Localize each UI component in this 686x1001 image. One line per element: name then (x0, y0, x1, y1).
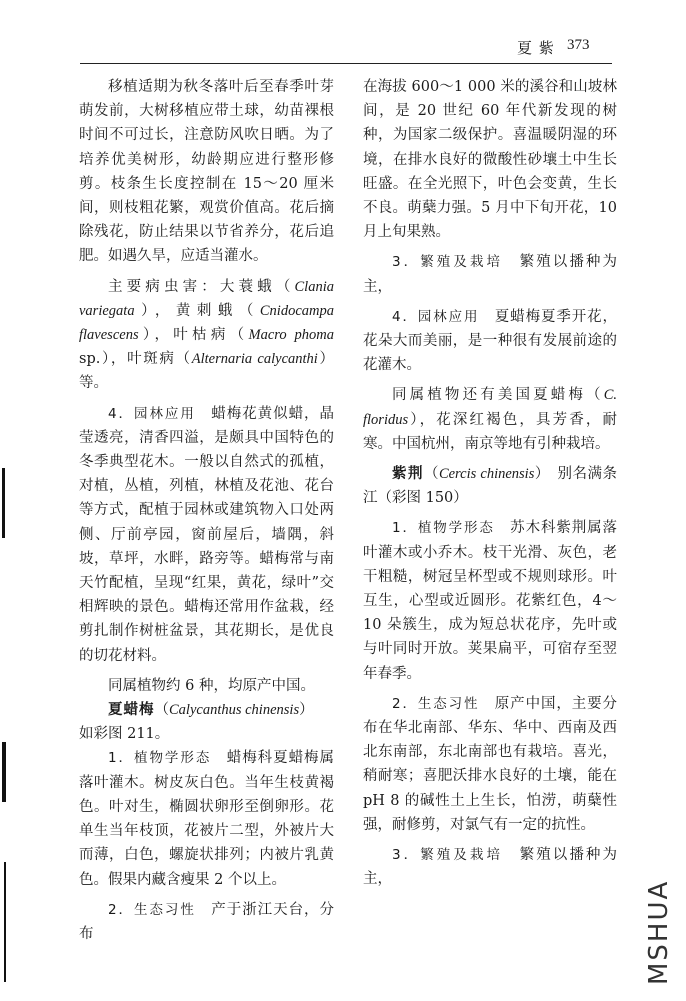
latin-name: Cnidocampa flavescens (79, 302, 334, 344)
paragraph: 同属植物约 6 种，均原产中国。 (108, 677, 315, 694)
paragraph: 在海拔 600～1 000 米的溪谷和山坡林间，是 20 世纪 60 年代新发现的树种，为国家二级保护。喜温暖阴湿的环境，在排水良好的微酸性砂壤土中生长旺盛。在全光照下，叶色会变黄，生长不良。萌蘖力强。5 月中下旬开花，10 月上旬果熟。 (363, 79, 617, 241)
section-heading: 1．植物学形态 (108, 750, 212, 767)
text-run: sp.），叶斑病（ (79, 351, 192, 368)
section-body: 繁殖以播种为主， (363, 254, 617, 295)
text-run: （ (154, 702, 169, 719)
section-morphology (79, 746, 334, 891)
right-column (363, 75, 617, 892)
alias-text: 别名满条江（彩图 150） (363, 466, 618, 507)
section-heading: 3．繁殖及栽培 (392, 254, 504, 271)
text-run: ），花深红褐色，具芳香，耐寒。中国杭州，南京等地有引种栽培。 (363, 411, 617, 452)
running-header: 夏 紫 (517, 39, 555, 57)
text-run: ）等。 (79, 351, 335, 392)
latin-name: Clania variegata (79, 278, 334, 319)
entry-name: 紫荆 (392, 466, 424, 483)
latin-name: C. floridus (363, 387, 617, 428)
section-ecology (79, 898, 334, 946)
text-run: ），叶枯病（ (138, 327, 249, 344)
text-run: ） (299, 702, 314, 719)
section-body: 蜡梅花黄似蜡，晶莹透亮，清香四溢，是颇具中国特色的冬季典型花木。一般以自然式的孤植，对植，丛植，列植，林植及花池、花台等方式，配植于园林或建筑物入口处两侧、厅前亭园，窗前屋后，墙隅，斜坡，草坪，水畔，路旁等。蜡梅常与南天竹配植，呈现“红果，黄花，绿叶”交相辉映的景色。蜡梅还常用作盆栽，经剪扎制作树桩盆景，其花期长，是优良的切花材料。 (79, 405, 335, 664)
latin-name: Calycanthus chinensis (169, 702, 300, 719)
text-run: ） (534, 466, 543, 483)
section-body: 苏木科紫荆属落叶灌木或小乔木。枝干光滑、灰色，老干粗糙，树冠呈杯型或不规则球形。叶互生，心型或近圆形。花紫红色，4～10 朵簇生，成为短总状花序，先叶或与叶同时开放。荚果扁平，可宿存至翌年春季。 (363, 520, 617, 682)
header-rule (80, 63, 612, 64)
watermark: MSHUA (644, 879, 674, 985)
section-propagation (363, 250, 617, 298)
section-body: 产于浙江天台，分布 (79, 901, 335, 942)
text-run: 同属植物还有美国夏蜡梅（ (392, 387, 604, 404)
section-ecology (363, 692, 617, 837)
section-heading: 4．园林应用 (392, 308, 480, 325)
scan-edge-mark (2, 468, 5, 538)
section-morphology (363, 516, 617, 685)
text-run: ），黄刺蛾（ (134, 302, 260, 319)
section-heading: 4．园林应用 (108, 405, 196, 422)
latin-name: Alternaria calycanthi (191, 351, 318, 368)
section-garden-use (79, 402, 334, 668)
section-heading: 3．繁殖及栽培 (392, 847, 504, 864)
text-run: （ (423, 466, 439, 483)
section-garden-use (363, 305, 617, 378)
section-heading: 2．生态习性 (392, 695, 480, 712)
same-genus-paragraph (363, 383, 617, 456)
text-run: 主要病虫害：大蓑蛾（ (108, 278, 295, 295)
scan-edge-mark (4, 862, 6, 982)
entry-heading (363, 462, 617, 510)
left-column (79, 75, 334, 946)
latin-name: Cercis chinensis (438, 466, 535, 483)
latin-name: Macro phoma (248, 327, 335, 344)
scan-edge-mark (2, 742, 6, 802)
section-body: 原产中国，主要分布在华北南部、华东、华中、西南及西北东南部，东北南部也有栽培。喜光，稍耐寒；喜肥沃排水良好的土壤，能在 pH 8 的碱性土上生长，怕涝，萌蘖性强，耐修剪，对氯气有一定的抗性。 (363, 695, 617, 833)
section-body: 夏蜡梅夏季开花，花朵大而美丽，是一种很有发展前途的花灌木。 (363, 308, 617, 374)
section-heading: 1．植物学形态 (392, 520, 495, 537)
figure-reference: 如彩图 211。 (79, 726, 170, 743)
entry-heading (79, 698, 334, 722)
section-propagation (363, 843, 617, 891)
section-heading: 2．生态习性 (108, 901, 196, 918)
pests-paragraph (79, 275, 334, 396)
page-number: 373 (567, 37, 590, 53)
section-body: 繁殖以播种为主， (363, 847, 617, 888)
section-body: 蜡梅科夏蜡梅属落叶灌木。树皮灰白色。当年生枝黄褐色。叶对生，椭圆状卵形至倒卵形。花单生当年枝顶，花被片二型，外被片大而薄，白色，螺旋状排列；内被片乳黄色。假果内藏含瘦果 2 个以上。 (79, 750, 334, 888)
entry-name: 夏蜡梅 (108, 702, 155, 719)
paragraph: 移植适期为秋冬落叶后至春季叶芽萌发前，大树移植应带土球，幼苗裸根时间不可过长，注意防风吹日晒。为了培养优美树形，幼龄期应进行整形修剪。枝条生长度控制在 15～20 厘米间，则枝粗花繁，观赏价值高。花后摘除残花，防止结果以节省养分，花后追肥。如遇久旱，应适当灌水。 (79, 79, 334, 265)
